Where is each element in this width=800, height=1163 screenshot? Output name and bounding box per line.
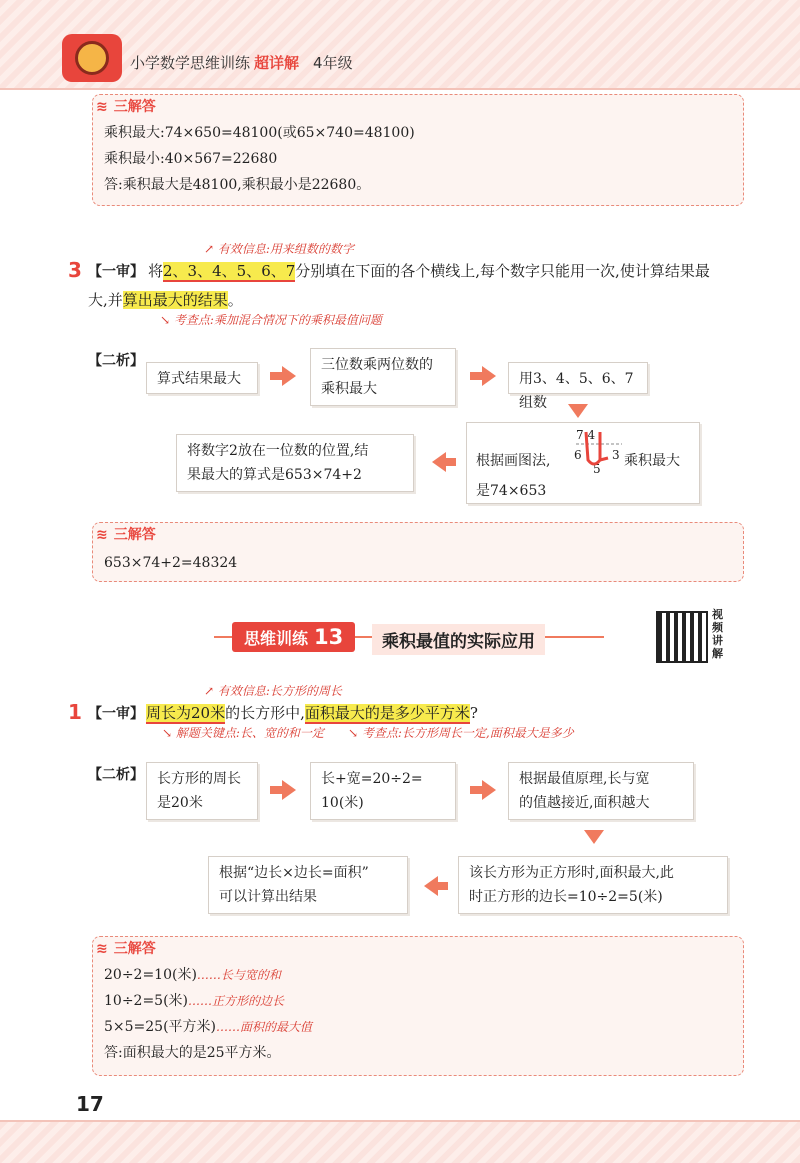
answer-tag: ≋ 三解答	[96, 99, 156, 115]
highlight-goal: 面积最大的是多少平方米	[304, 704, 470, 722]
answer-note: ……正方形的边长	[188, 994, 285, 1008]
multiplication-diagram	[570, 424, 630, 474]
arrow-right-icon	[482, 780, 496, 800]
flow-box-4-text: 乘积最大	[624, 453, 680, 469]
answer-line: 乘积最小:40×567=22680	[104, 151, 278, 167]
question-text: 周长为20米的长方形中,面积最大的是多少平方米?	[146, 704, 478, 722]
question-text-line1: 将2、3、4、5、6、7分别填在下面的各个横线上,每个数字只能用一次,使计算结果最	[148, 262, 710, 280]
flow-box-2: 长+宽=20÷2= 10(米)	[310, 762, 456, 820]
diagram-digit-right: 3	[612, 448, 620, 462]
wave-icon: ≋	[96, 527, 108, 543]
flow-box-4-text: 根据画图法,	[476, 453, 551, 469]
arrow-left-icon	[444, 458, 456, 466]
footer-band	[0, 1120, 800, 1163]
video-label: 视频讲解	[712, 608, 723, 660]
flow-box-3: 用3、4、5、6、7组数	[508, 362, 648, 394]
highlight-digits: 2、3、4、5、6、7	[163, 262, 296, 280]
flow-box-5: 根据“边长×边长=面积” 可以计算出结果	[208, 856, 408, 914]
wave-icon: ≋	[96, 99, 108, 115]
logo-emblem-icon	[75, 41, 109, 75]
flow-box-4-text: 是74×653	[476, 483, 547, 499]
page-number: 17	[76, 1092, 104, 1116]
answer-line: 乘积最大:74×650=48100(或65×740=48100)	[104, 125, 415, 141]
question-number: 3	[68, 258, 82, 282]
section-number: 13	[314, 625, 344, 649]
answer-note: ……长与宽的和	[196, 968, 281, 982]
arrow-right-icon	[270, 372, 282, 380]
answer-line: 20÷2=10(米)……长与宽的和	[104, 967, 281, 983]
diagram-digit-bottom: 5	[593, 462, 601, 476]
annotation-key-point: ↘ 解题关键点:长、宽的和一定	[162, 726, 324, 740]
section-label: 思维训练 13	[232, 622, 355, 652]
review-tag: 【一审】	[88, 264, 144, 280]
wave-icon: ≋	[96, 941, 108, 957]
arrow-right-icon	[282, 780, 296, 800]
answer-line: 答:乘积最大是48100,乘积最小是22680。	[104, 177, 371, 193]
flow-box-1: 长方形的周长 是20米	[146, 762, 258, 820]
answer-tag: ≋ 三解答	[96, 941, 156, 957]
review-tag: 【一审】	[88, 706, 144, 722]
book-title: 小学数学思维训练	[130, 54, 251, 72]
arrow-right-icon	[470, 786, 482, 794]
answer-line: 10÷2=5(米)……正方形的边长	[104, 993, 285, 1009]
grade-label: 4年级	[313, 54, 353, 72]
diagram-digits-top: 7 4	[576, 428, 596, 442]
qr-code-icon[interactable]	[656, 611, 708, 663]
annotation-effective-info: ↗ 有效信息:长方形的周长	[204, 684, 342, 698]
arrow-right-icon	[482, 366, 496, 386]
flow-box-3: 根据最值原理,长与宽 的值越接近,面积越大	[508, 762, 694, 820]
flow-box-2: 三位数乘两位数的 乘积最大	[310, 348, 456, 406]
flow-box-1: 算式结果最大	[146, 362, 258, 394]
answer-tag: ≋ 三解答	[96, 527, 156, 543]
analysis-tag: 【二析】	[88, 767, 144, 783]
arrow-down-icon	[568, 404, 588, 418]
answer-line: 5×5=25(平方米)……面积的最大值	[104, 1019, 313, 1035]
header-title	[130, 52, 353, 73]
section-title: 乘积最值的实际应用	[372, 624, 545, 655]
highlight-goal: 算出最大的结果	[122, 291, 228, 309]
analysis-tag: 【二析】	[88, 353, 144, 369]
question-number: 1	[68, 700, 82, 724]
flow-box-5: 将数字2放在一位数的位置,结 果最大的算式是653×74+2	[176, 434, 414, 492]
annotation-effective-info: ↗ 有效信息:用来组数的数字	[204, 242, 354, 256]
arrow-down-icon	[584, 830, 604, 844]
answer-line: 答:面积最大的是25平方米。	[104, 1045, 281, 1061]
arrow-right-icon	[270, 786, 282, 794]
question-text-line2: 大,并算出最大的结果。	[88, 291, 243, 309]
annotation-test-point: ↘ 考查点:乘加混合情况下的乘积最值问题	[160, 313, 382, 327]
answer-line: 653×74+2=48324	[104, 555, 238, 571]
diagram-digit-left: 6	[574, 448, 582, 462]
annotation-test-point: ↘ 考查点:长方形周长一定,面积最大是多少	[348, 726, 574, 740]
logo	[62, 34, 122, 82]
flow-box-4: 该长方形为正方形时,面积最大,此 时正方形的边长=10÷2=5(米)	[458, 856, 728, 914]
answer-note: ……面积的最大值	[216, 1020, 313, 1034]
arrow-left-icon	[436, 882, 448, 890]
arrow-right-icon	[470, 372, 482, 380]
highlight-perimeter: 周长为20米	[146, 704, 226, 722]
arrow-right-icon	[282, 366, 296, 386]
book-edition: 超详解	[254, 54, 300, 72]
